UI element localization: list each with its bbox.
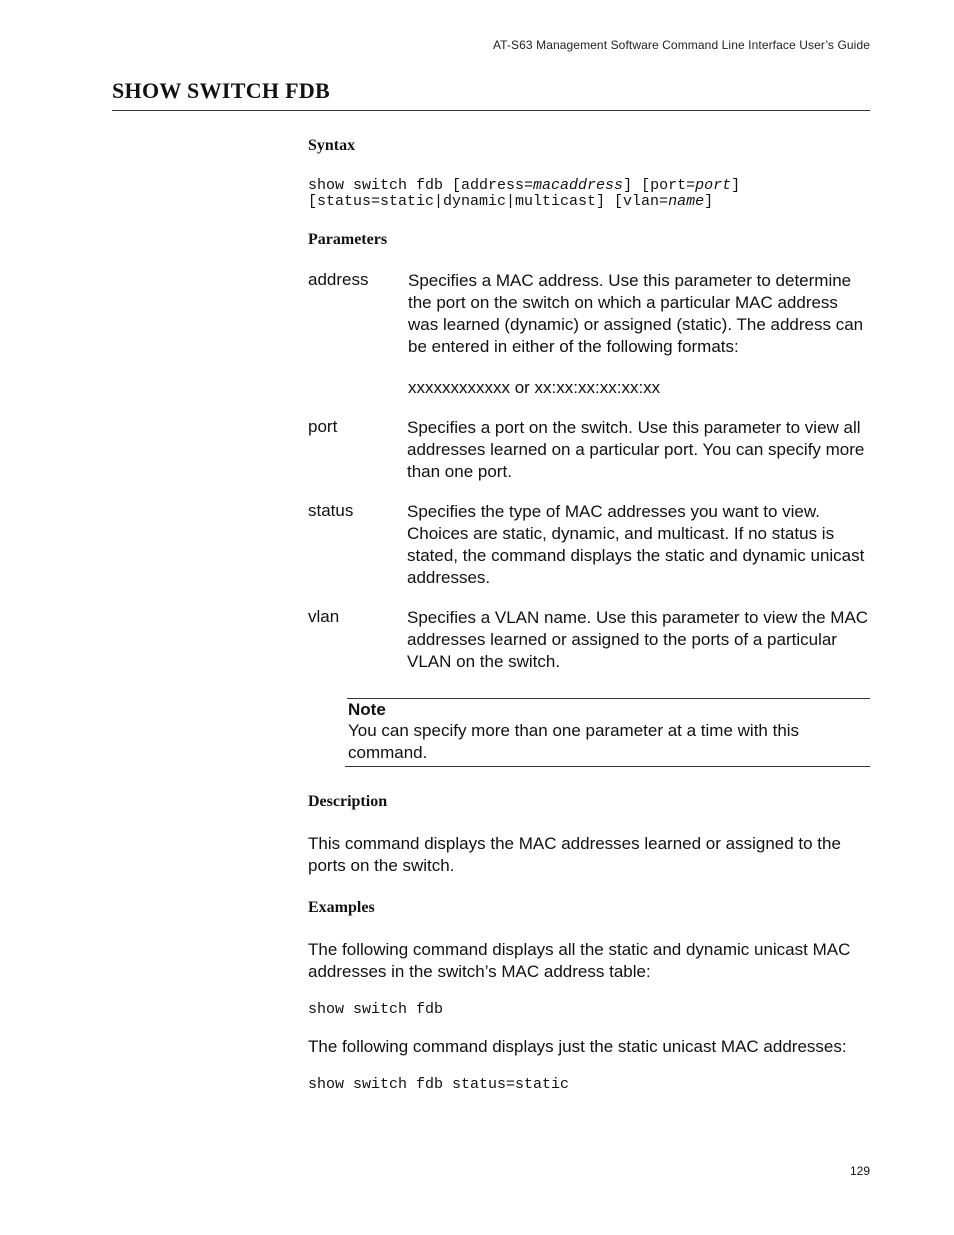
param-name-vlan: vlan xyxy=(308,607,340,626)
note-label: Note xyxy=(348,700,386,719)
syntax-block xyxy=(308,178,740,210)
param-desc-vlan: Specifies a VLAN name. Use this parameter to view the MAC addresses learned or assigned to the ports of a particular VLAN on the switch. xyxy=(407,608,869,671)
example-command-2: show switch fdb status=static xyxy=(308,1076,570,1093)
note-bottom-rule xyxy=(345,766,870,767)
param-name-status: status xyxy=(308,501,354,520)
syntax-line2-a: [status=static|dynamic|multicast] [vlan= xyxy=(308,193,669,210)
syntax-line1-b: macaddress xyxy=(533,177,624,194)
description-heading: Description xyxy=(308,793,388,810)
page-title: SHOW SWITCH FDB xyxy=(112,78,331,103)
running-header: AT-S63 Management Software Command Line Interface User’s Guide xyxy=(492,38,870,52)
param-name-address: address xyxy=(308,270,369,289)
syntax-line2-b: name xyxy=(668,193,705,210)
page-number: 129 xyxy=(849,1164,870,1178)
syntax-line2-c: ] xyxy=(704,193,714,210)
note-top-rule xyxy=(347,698,870,699)
param-desc-status: Specifies the type of MAC addresses you want to view. Choices are static, dynamic, and multicast. If no status is stated, the command displays the static and dynamic unicast addresses. xyxy=(407,502,865,587)
param-desc-port: Specifies a port on the switch. Use this parameter to view all addresses learned on a particular port. You can specify more than one port. xyxy=(407,418,865,481)
examples-intro-1: The following command displays all the static and dynamic unicast MAC addresses in the switch’s MAC address table: xyxy=(308,940,851,981)
description-text: This command displays the MAC addresses learned or assigned to the ports on the switch. xyxy=(308,834,841,875)
param-desc-address: Specifies a MAC address. Use this parameter to determine the port on the switch on which a particular MAC address was learned (dynamic) or assigned (static). The address can be entered in either of the following formats: xyxy=(408,271,864,356)
parameters-heading: Parameters xyxy=(308,231,388,248)
note-text: You can specify more than one parameter at a time with this command. xyxy=(348,721,800,762)
param-address-formats: xxxxxxxxxxxx or xx:xx:xx:xx:xx:xx xyxy=(408,378,661,397)
param-name-port: port xyxy=(308,417,338,436)
syntax-heading: Syntax xyxy=(308,137,356,154)
syntax-line1-c: ] [port= xyxy=(623,177,696,194)
examples-intro-2: The following command displays just the static unicast MAC addresses: xyxy=(308,1037,847,1056)
syntax-line1-e: ] xyxy=(731,177,741,194)
example-command-1: show switch fdb xyxy=(308,1001,444,1018)
title-rule xyxy=(112,110,870,111)
examples-heading: Examples xyxy=(308,899,375,916)
syntax-line1-d: port xyxy=(695,177,732,194)
syntax-line1-a: show switch fdb [address= xyxy=(308,177,534,194)
